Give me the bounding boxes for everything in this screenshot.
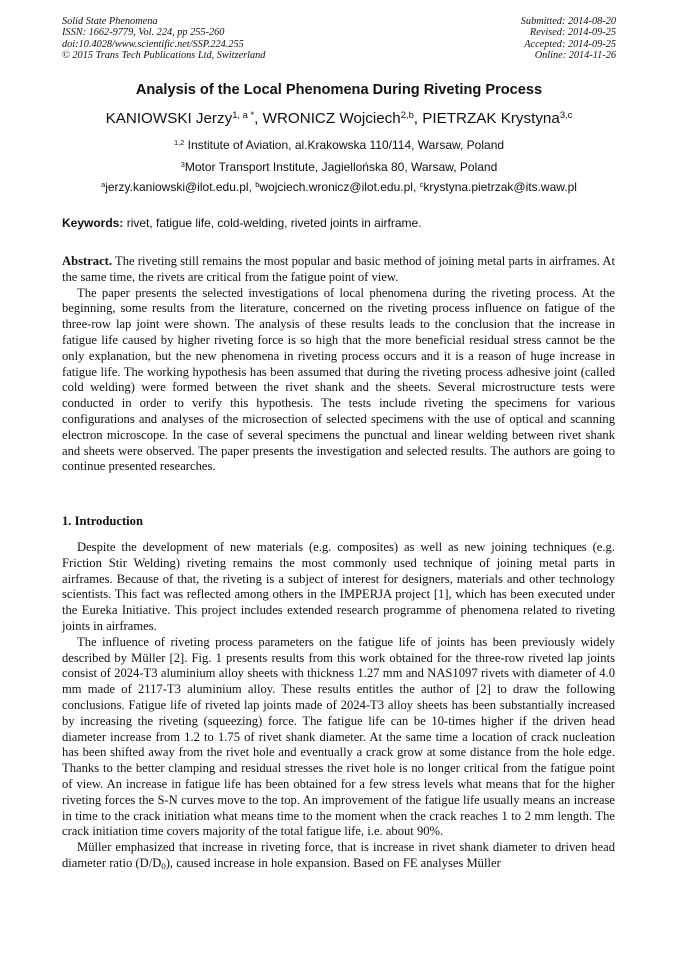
author-sup: 2,b [400,108,414,120]
email-sup: b [255,179,260,189]
affiliation-text: Motor Transport Institute, Jagiellońska 80, Warsaw, Poland [184,160,498,174]
submitted-date: Submitted: 2014-08-20 [520,16,616,27]
author-name: WRONICZ Wojciech [262,110,401,127]
abstract-label: Abstract. [62,254,113,268]
intro-p3-start: Müller emphasized that increase in riveting force, that is increase in rivet shank diameter to driven head diameter ratio (D/D [62,840,615,870]
email-line [0,180,678,194]
intro-paragraph: The influence of riveting process parameters on the fatigue life of joints has been previously widely described by Müller [2]. Fig. 1 presents results from this work obtained for the three-row riveted lap joints consist of 2024-T3 aluminium alloy sheets with thickness 1.27 mm and NAS1097 rivets with diameter of 4.0 mm made of 2117-T3 aluminium alloy. These results entitles the author of [2] to draw the following conclusions. Fatigue life of riveted lap joints made of 2024-T3 alloy sheets has been substantially increased by increasing the riveting (squeezing) force. The fatigue life can be 10-times higher if the driven head diameter increase from 1.2 to 1.75 of rivet shank diameter. At the same time a location of crack nucleation has been shifted away from the rivet hole and eventually a crack grow at some distance from the hole edge. Thanks to the better clamping and residual stresses the rivet hole is no longer critical from the fatigue point of view. An increase in fatigue life has been obtained for a few stress levels what means that for the higher riveting forces the S-N curves move to the top. An improvement of the fatigue life usually means an increase in time to the crack initiation what means time to the moment when the crack reaches 1 to 2 mm length. The crack initiation time covers majority of the total fatigue life, i.e. about 90%. [62,634,615,839]
author-name: PIETRZAK Krystyna [422,110,560,127]
keywords [62,216,616,230]
email-sup: a [101,179,106,189]
email-link[interactable]: krystyna.pietrzak@its.waw.pl [423,180,577,194]
section-heading: 1. Introduction [62,514,143,528]
paper-title: Analysis of the Local Phenomena During Riveting Process [135,82,543,98]
intro-paragraph [62,840,615,872]
doi-line: doi:10.4028/www.scientific.net/SSP.224.255 [62,38,244,50]
keywords-text: rivet, fatigue life, cold-welding, riveted joints in airframe. [126,216,422,230]
author-sup: 3,c [559,108,573,120]
email-link[interactable]: wojciech.wronicz@ilot.edu.pl, [259,180,417,194]
abstract-p1-text: The riveting still remains the most popular and basic method of joining metal parts in airframes. At the same time, the rivets are critical from the fatigue point of view. [62,254,616,284]
affiliation-text: Institute of Aviation, al.Krakowska 110/114, Warsaw, Poland [187,138,505,152]
author-sup: 1, a * [232,108,255,120]
email-link[interactable]: jerzy.kaniowski@ilot.edu.pl, [105,180,252,194]
author-name: KANIOWSKI Jerzy [105,110,233,127]
abstract [62,254,615,475]
header-right [521,16,616,61]
author-list: KANIOWSKI Jerzy$^{1, a *}$, WRONICZ Wojciech$^{2,b}$, PIETRZAK Krystyna$^{3,c}$ [105,108,573,127]
intro-p3-end: ), caused increase in hole expansion. Based on FE analyses Müller [165,855,501,870]
abstract-paragraph: The paper presents the selected investigations of local phenomena during the riveting process. At the beginning, some results from the literature, concerned on the riveting process influence on fatigue of the three-row lap joint were shown. The analysis of these results leads to the conclusion that the increase in fatigue life caused by higher riveting force is so high that the more beneficial residual stress cannot be the only explanation, but the new phenomena in riveting process occurs and it is a reason of huge increase in fatigue life. The working hypothesis has been assumed that during the riveting process adhesive joint (called cold welding) were formed between the rivet shank and the sheets. Several microstructure tests were conducted in order to verify this hypothesis. The tests include riveting the specimens for various configurations and analyses of the microsection of selected specimens with the use of optical and scanning electron microscope. In the case of several specimens the punctual and linear welding between rivet shank and sheets were observed. The paper presents the investigation and selected results. The authors are going to continue presented researches. [62,285,615,474]
introduction-body [62,540,615,872]
journal-name: Solid State Phenomena [62,16,158,27]
intro-p3-subscript: 0 [161,860,166,871]
affiliation-2 [0,160,678,174]
revised-date: Revised: 2014-09-25 [529,27,616,39]
issn-line: ISSN: 1662-9779, Vol. 224, pp 255-260 [62,27,225,39]
abstract-paragraph [62,254,615,286]
keywords-label: Keywords: [62,216,124,230]
online-date: Online: 2014-11-26 [534,49,616,61]
email-sup: c [419,179,424,189]
affiliation-sup: 1,2 [173,137,185,147]
affiliation-1 [0,138,678,152]
copyright-line: © 2015 Trans Tech Publications Ltd, Switzerland [62,49,266,61]
accepted-date: Accepted: 2014-09-25 [524,38,616,50]
affiliation-sup: 3 [180,159,185,169]
header-left [62,16,265,61]
intro-paragraph: Despite the development of new materials (e.g. composites) as well as new joining techniques (e.g. Friction Stir Welding) riveting remains the most commonly used technique of joining metal parts in airframes. Because of that, the riveting is a subject of interest for designers, materials and other technology scientists. This fact was reflected among others in the IMPERJA project [1], which has been executed under the Eureka Initiative. This project includes extended research programme of phenomena related to riveting joints in airframes. [62,540,615,633]
